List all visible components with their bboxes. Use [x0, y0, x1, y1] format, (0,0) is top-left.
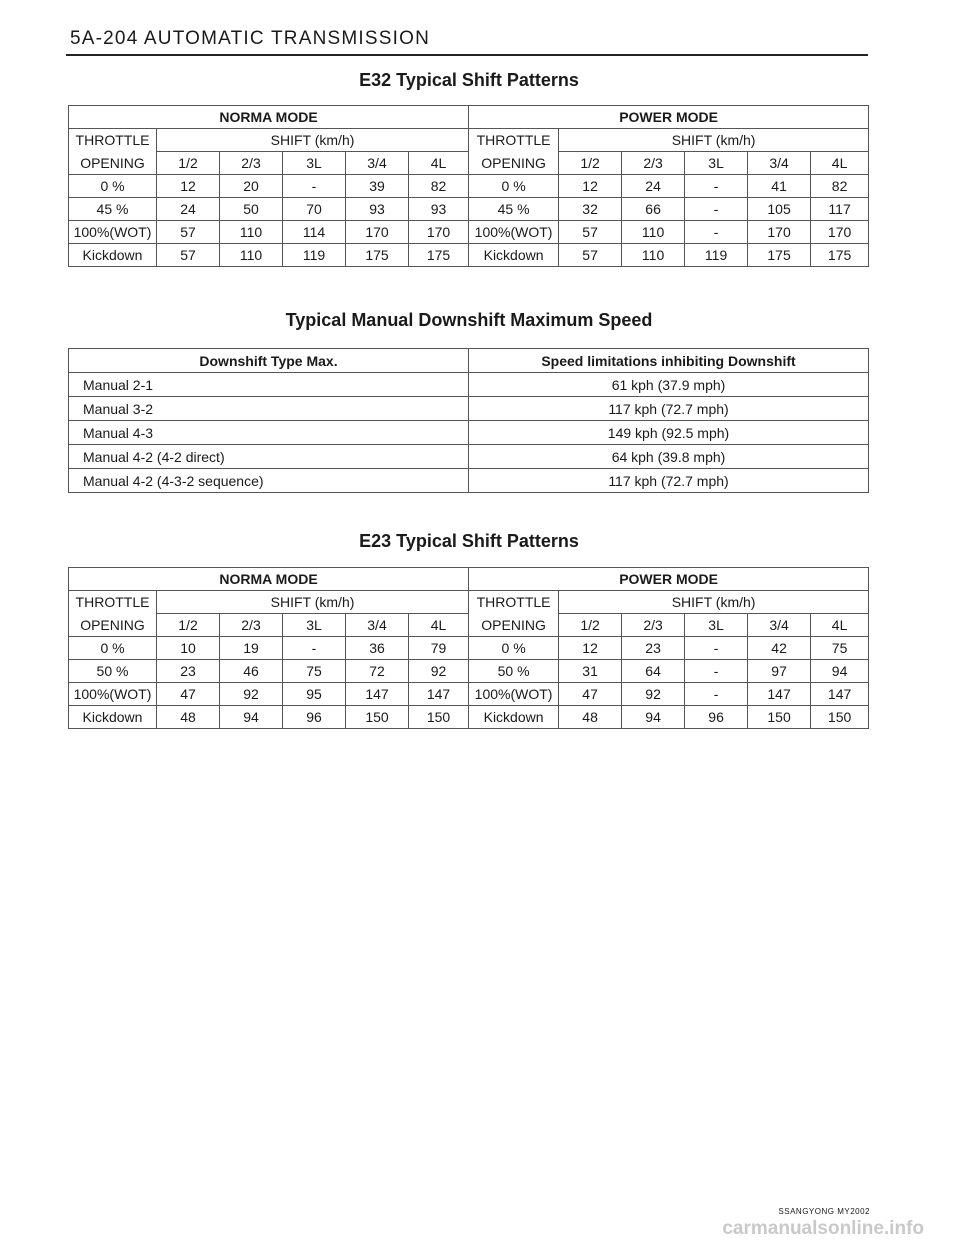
- cell: 96: [685, 706, 748, 729]
- cell: 150: [748, 706, 811, 729]
- cell: -: [685, 175, 748, 198]
- cell: 64: [622, 660, 685, 683]
- cell: 93: [409, 198, 469, 221]
- row-label: 0 %: [469, 175, 559, 198]
- cell: 12: [559, 637, 622, 660]
- e23-norma-col: 4L: [409, 614, 469, 637]
- table-row: [69, 660, 869, 683]
- cell: 110: [220, 221, 283, 244]
- row-label: 100%(WOT): [469, 683, 559, 706]
- cell: 48: [559, 706, 622, 729]
- header-rule: [66, 54, 868, 56]
- row-label: Kickdown: [469, 706, 559, 729]
- cell: 147: [811, 683, 869, 706]
- e23-power-col: 3L: [685, 614, 748, 637]
- e32-norma-shift: SHIFT (km/h): [157, 129, 469, 152]
- e23-norma-mode: NORMA MODE: [69, 568, 469, 591]
- e23-mode-row: [69, 568, 869, 591]
- row-label: 0 %: [469, 637, 559, 660]
- cell: 82: [409, 175, 469, 198]
- e23-power-mode: POWER MODE: [469, 568, 869, 591]
- cell: 105: [748, 198, 811, 221]
- e23-power-col: 2/3: [622, 614, 685, 637]
- table-row: [69, 469, 869, 493]
- table-row: [69, 373, 869, 397]
- row-label: Kickdown: [69, 706, 157, 729]
- table-row: [69, 175, 869, 198]
- cell: 12: [559, 175, 622, 198]
- cell: 70: [283, 198, 346, 221]
- row-label: 100%(WOT): [69, 221, 157, 244]
- cell: 147: [409, 683, 469, 706]
- downshift-limit: 149 kph (92.5 mph): [469, 421, 869, 445]
- cell: -: [685, 637, 748, 660]
- cell: 48: [157, 706, 220, 729]
- cell: 75: [811, 637, 869, 660]
- e32-power-mode: POWER MODE: [469, 106, 869, 129]
- row-label: 50 %: [69, 660, 157, 683]
- row-label: 45 %: [469, 198, 559, 221]
- table-row: [69, 198, 869, 221]
- downshift-type: Manual 4-3: [69, 421, 469, 445]
- cell: 57: [559, 221, 622, 244]
- cell: 150: [346, 706, 409, 729]
- e23-power-opening: OPENING: [469, 614, 559, 637]
- cell: 39: [346, 175, 409, 198]
- row-label: 0 %: [69, 175, 157, 198]
- e23-norma-col: 3L: [283, 614, 346, 637]
- table-row: [69, 445, 869, 469]
- cell: 23: [157, 660, 220, 683]
- downshift-type: Manual 2-1: [69, 373, 469, 397]
- e32-norma-col: 3/4: [346, 152, 409, 175]
- row-label: Kickdown: [69, 244, 157, 267]
- row-label: 0 %: [69, 637, 157, 660]
- e32-norma-col: 4L: [409, 152, 469, 175]
- row-label: 100%(WOT): [69, 683, 157, 706]
- cell: 82: [811, 175, 869, 198]
- downshift-type: Manual 3-2: [69, 397, 469, 421]
- cell: 46: [220, 660, 283, 683]
- downshift-header-limit: Speed limitations inhibiting Downshift: [469, 349, 869, 373]
- cell: 12: [157, 175, 220, 198]
- cell: 57: [559, 244, 622, 267]
- table-row: [69, 637, 869, 660]
- cell: 94: [220, 706, 283, 729]
- cell: 24: [157, 198, 220, 221]
- table-row: [69, 244, 869, 267]
- cell: 79: [409, 637, 469, 660]
- e23-power-col: 4L: [811, 614, 869, 637]
- watermark: carmanualsonline.info: [722, 1218, 924, 1239]
- cell: 92: [220, 683, 283, 706]
- cell: 47: [157, 683, 220, 706]
- cell: 95: [283, 683, 346, 706]
- e23-norma-col: 2/3: [220, 614, 283, 637]
- downshift-title: Typical Manual Downshift Maximum Speed: [285, 310, 653, 330]
- e32-throttle-row: [69, 129, 869, 152]
- row-label: 100%(WOT): [469, 221, 559, 244]
- cell: 42: [748, 637, 811, 660]
- e23-power-col: 1/2: [559, 614, 622, 637]
- cell: -: [685, 660, 748, 683]
- cell: 110: [622, 244, 685, 267]
- table-row: [69, 397, 869, 421]
- downshift-header-type: Downshift Type Max.: [69, 349, 469, 373]
- cell: 97: [748, 660, 811, 683]
- cell: 110: [622, 221, 685, 244]
- e32-norma-throttle: THROTTLE: [69, 129, 157, 152]
- e32-power-col: 3/4: [748, 152, 811, 175]
- table-row: [69, 683, 869, 706]
- cell: 92: [622, 683, 685, 706]
- e32-table: [68, 105, 869, 267]
- cell: 170: [409, 221, 469, 244]
- e23-table: [68, 567, 869, 729]
- downshift-table: [68, 348, 869, 493]
- cell: 117: [811, 198, 869, 221]
- cell: 72: [346, 660, 409, 683]
- table-row: [69, 706, 869, 729]
- downshift-header-row: [69, 349, 869, 373]
- e32-title: E32 Typical Shift Patterns: [359, 70, 579, 90]
- table-row: [69, 421, 869, 445]
- e32-col-header-row: [69, 152, 869, 175]
- cell: 92: [409, 660, 469, 683]
- cell: 66: [622, 198, 685, 221]
- e32-power-shift: SHIFT (km/h): [559, 129, 869, 152]
- e32-norma-col: 1/2: [157, 152, 220, 175]
- e23-power-shift: SHIFT (km/h): [559, 591, 869, 614]
- footer-brand: SSANGYONG MY2002: [778, 1207, 870, 1216]
- cell: 32: [559, 198, 622, 221]
- row-label: 50 %: [469, 660, 559, 683]
- e23-norma-throttle: THROTTLE: [69, 591, 157, 614]
- cell: 94: [622, 706, 685, 729]
- cell: 31: [559, 660, 622, 683]
- cell: 119: [685, 244, 748, 267]
- e32-power-throttle: THROTTLE: [469, 129, 559, 152]
- cell: 20: [220, 175, 283, 198]
- e23-norma-col: 1/2: [157, 614, 220, 637]
- cell: 150: [811, 706, 869, 729]
- e23-title: E23 Typical Shift Patterns: [359, 531, 579, 551]
- e32-norma-col: 3L: [283, 152, 346, 175]
- cell: 170: [811, 221, 869, 244]
- e32-norma-mode: NORMA MODE: [69, 106, 469, 129]
- cell: 19: [220, 637, 283, 660]
- cell: 57: [157, 244, 220, 267]
- e23-norma-opening: OPENING: [69, 614, 157, 637]
- cell: 147: [748, 683, 811, 706]
- downshift-limit: 117 kph (72.7 mph): [469, 397, 869, 421]
- e32-power-col: 1/2: [559, 152, 622, 175]
- cell: 36: [346, 637, 409, 660]
- cell: 75: [283, 660, 346, 683]
- e23-throttle-row: [69, 591, 869, 614]
- cell: 50: [220, 198, 283, 221]
- e32-power-col: 4L: [811, 152, 869, 175]
- row-label: Kickdown: [469, 244, 559, 267]
- e32-norma-opening: OPENING: [69, 152, 157, 175]
- e23-norma-shift: SHIFT (km/h): [157, 591, 469, 614]
- e32-mode-row: [69, 106, 869, 129]
- cell: 175: [409, 244, 469, 267]
- page-header: 5A-204 AUTOMATIC TRANSMISSION: [70, 28, 430, 49]
- cell: -: [283, 637, 346, 660]
- cell: 96: [283, 706, 346, 729]
- e32-power-col: 3L: [685, 152, 748, 175]
- e23-power-throttle: THROTTLE: [469, 591, 559, 614]
- downshift-limit: 64 kph (39.8 mph): [469, 445, 869, 469]
- cell: -: [685, 683, 748, 706]
- cell: 57: [157, 221, 220, 244]
- cell: 147: [346, 683, 409, 706]
- cell: 170: [346, 221, 409, 244]
- e23-col-header-row: [69, 614, 869, 637]
- cell: 175: [811, 244, 869, 267]
- e32-power-opening: OPENING: [469, 152, 559, 175]
- e32-power-col: 2/3: [622, 152, 685, 175]
- downshift-type: Manual 4-2 (4-3-2 sequence): [69, 469, 469, 493]
- cell: 110: [220, 244, 283, 267]
- downshift-limit: 117 kph (72.7 mph): [469, 469, 869, 493]
- cell: 119: [283, 244, 346, 267]
- downshift-type: Manual 4-2 (4-2 direct): [69, 445, 469, 469]
- cell: -: [283, 175, 346, 198]
- cell: 23: [622, 637, 685, 660]
- cell: 94: [811, 660, 869, 683]
- downshift-limit: 61 kph (37.9 mph): [469, 373, 869, 397]
- e23-power-col: 3/4: [748, 614, 811, 637]
- cell: 47: [559, 683, 622, 706]
- cell: 10: [157, 637, 220, 660]
- cell: 170: [748, 221, 811, 244]
- cell: 114: [283, 221, 346, 244]
- cell: 150: [409, 706, 469, 729]
- row-label: 45 %: [69, 198, 157, 221]
- cell: 93: [346, 198, 409, 221]
- cell: 175: [748, 244, 811, 267]
- cell: 24: [622, 175, 685, 198]
- e23-norma-col: 3/4: [346, 614, 409, 637]
- cell: 41: [748, 175, 811, 198]
- cell: 175: [346, 244, 409, 267]
- e32-norma-col: 2/3: [220, 152, 283, 175]
- cell: -: [685, 221, 748, 244]
- table-row: [69, 221, 869, 244]
- cell: -: [685, 198, 748, 221]
